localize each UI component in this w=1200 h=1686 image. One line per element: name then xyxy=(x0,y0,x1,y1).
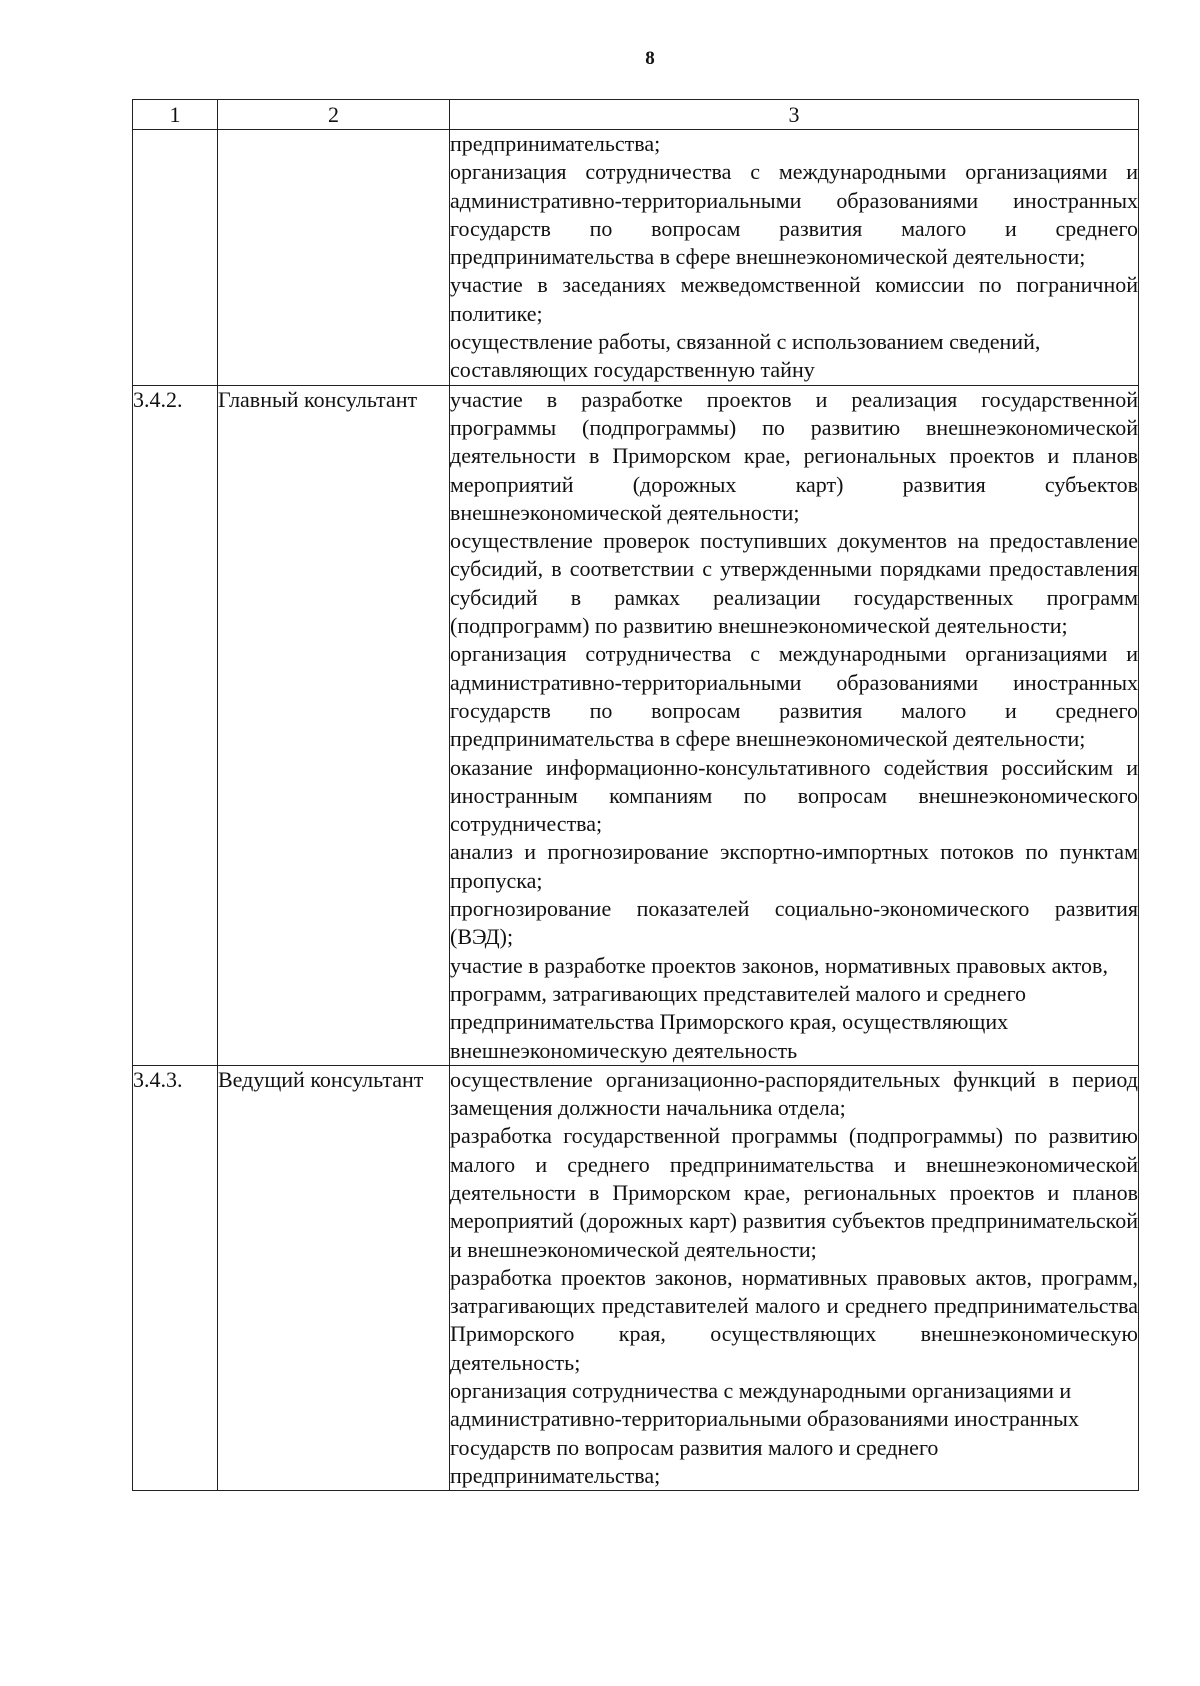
duty-item: осуществление работы, связанной с использованием сведений, составляющих государственную тайну xyxy=(450,329,1041,383)
duty-item: участие в заседаниях межведомственной комиссии по пограничной политике; xyxy=(450,272,1138,326)
duties-table xyxy=(132,99,1139,1491)
duty-item: осуществление проверок поступивших документов на предоставление субсидий, в соответствии с утвержденными порядками предоставления субсидий в рамках реализации государственных программ (подпрограмм) по развитию внешнеэкономической деятельности; xyxy=(450,528,1138,639)
duty-item: организация сотрудничества с международными организациями и административно-территориальными образованиями иностранных государств по вопросам развития малого и среднего предпринимательства в сфере внешнеэкономической деятельности; xyxy=(450,159,1138,270)
duty-item: анализ и прогнозирование экспортно-импортных потоков по пунктам пропуска; xyxy=(450,839,1138,893)
table-row xyxy=(133,385,1139,1065)
column-header-number: 1 xyxy=(133,100,218,130)
duty-item: разработка государственной программы (подпрограммы) по развитию малого и среднего предпринимательства и внешнеэкономической деятельности в Приморском крае, региональных проектов и планов мероприятий (дорожных карт) развития субъектов предпринимательской и внешнеэкономической деятельности; xyxy=(450,1123,1138,1262)
row-number-cell xyxy=(133,130,218,386)
table-row xyxy=(133,130,1139,386)
duties-cell xyxy=(450,1065,1139,1490)
table-header-row xyxy=(133,100,1139,130)
duty-item: участие в разработке проектов законов, нормативных правовых актов, программ, затрагивающих представителей малого и среднего предпринимательства Приморского края, осуществляющих внешнеэкономическую деятельность xyxy=(450,952,1108,1063)
duty-item: оказание информационно-консультативного содействия российским и иностранным компаниям по вопросам внешнеэкономического сотрудничества; xyxy=(450,754,1138,837)
duties-cell xyxy=(450,130,1139,386)
duty-item: участие в разработке проектов и реализация государственной программы (подпрограммы) по развитию внешнеэкономической деятельности в Приморском крае, региональных проектов и планов мероприятий (дорожных карт) развития субъектов внешнеэкономической деятельности; xyxy=(450,386,1138,525)
column-header-position: 2 xyxy=(218,100,450,130)
duty-item: прогнозирование показателей социально-экономического развития (ВЭД); xyxy=(450,896,1138,950)
duty-item: предпринимательства; xyxy=(450,131,661,156)
duty-item: организация сотрудничества с международными организациями и административно-территориальными образованиями иностранных государств по вопросам развития малого и среднего предпринимательства; xyxy=(450,1378,1079,1488)
row-number-cell: 3.4.2. xyxy=(133,385,218,1065)
row-number-cell: 3.4.3. xyxy=(133,1065,218,1490)
duty-item: осуществление организационно-распорядительных функций в период замещения должности начальника отдела; xyxy=(450,1066,1138,1121)
position-title-cell: Главный консультант xyxy=(218,385,450,1065)
table-row xyxy=(133,1065,1139,1490)
position-title-cell xyxy=(218,130,450,386)
position-title-cell: Ведущий консультант xyxy=(218,1065,450,1490)
column-header-duties: 3 xyxy=(450,100,1139,130)
duty-item: разработка проектов законов, нормативных правовых актов, программ, затрагивающих представителей малого и среднего предпринимательства Приморского края, осуществляющих внешнеэкономическую деятельность; xyxy=(450,1264,1138,1375)
duties-cell xyxy=(450,385,1139,1065)
page-number: 8 xyxy=(645,48,655,69)
duty-item: организация сотрудничества с международными организациями и административно-территориальными образованиями иностранных государств по вопросам развития малого и среднего предпринимательства в сфере внешнеэкономической деятельности; xyxy=(450,641,1138,752)
